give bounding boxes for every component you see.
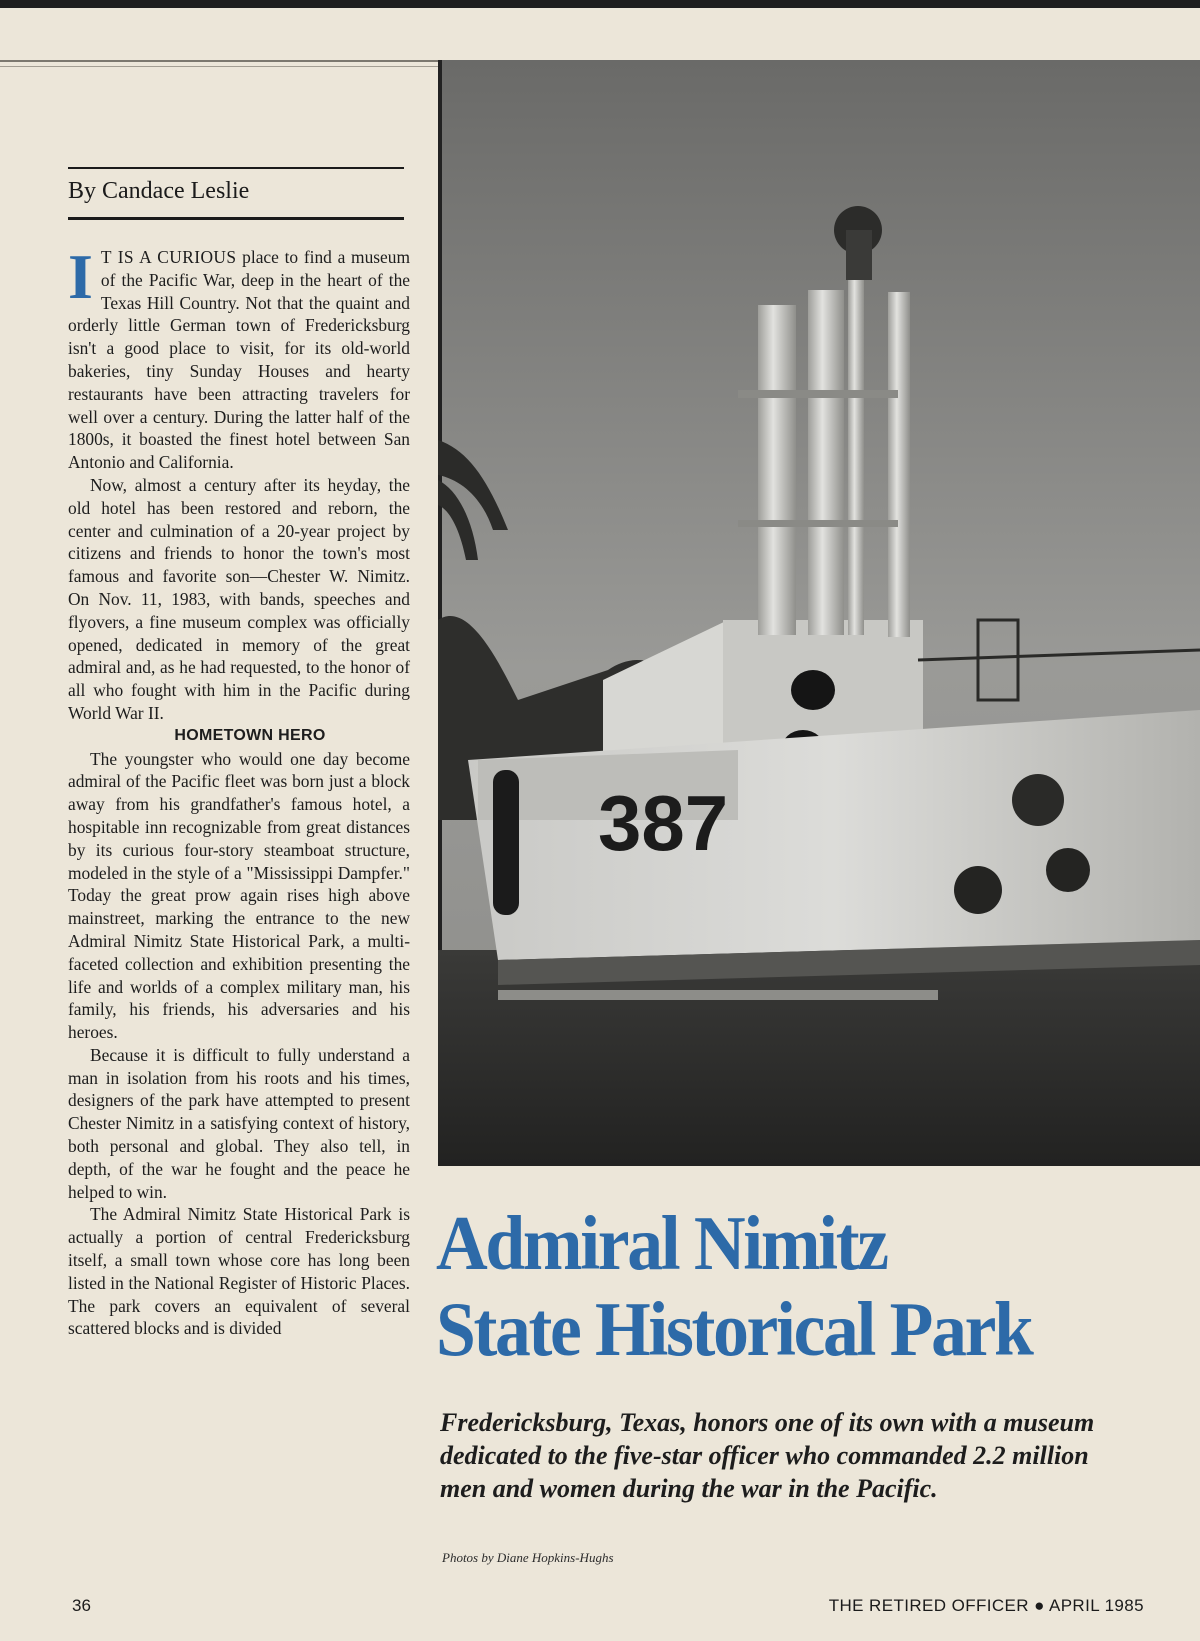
paragraph-5: The Admiral Nimitz State Historical Park is actually a portion of central Fredericksburg itself, a small town whose core has long been listed in the National Register of Historic Places. The park covers an equivalent of several scattered blocks and is divided <box>68 1204 410 1339</box>
paragraph-3: The youngster who would one day become admiral of the Pacific fleet was born just a block away from his grandfather's famous hotel, a hospitable inn recognizable from great distances by its curious four-story steamboat structure, modeled in the style of a "Mississippi Dampfer." Today the great prow again rises high above mainstreet, marking the entrance to the new Admiral Nimitz State Historical Park, a multi-faceted collection and exhibition presenting the life and worlds of a complex military man, his family, his friends, his adversaries and his heroes. <box>68 748 410 1043</box>
lead-paragraph <box>68 241 410 474</box>
publication-footer: THE RETIRED OFFICER ● APRIL 1985 <box>828 1596 1144 1615</box>
byline-rule-bottom <box>68 217 404 220</box>
paragraph-4: Because it is difficult to fully understand a man in isolation from his roots and his times, designers of the park have attempted to present Chester Nimitz in a satisfying context of history, both personal and global. They also tell, in depth, of the war he fought and the peace he helped to win. <box>68 1044 410 1202</box>
drop-cap: I <box>68 241 93 312</box>
photo-credit: Photos by Diane Hopkins-Hughs <box>442 1550 614 1565</box>
deck-subtitle: Fredericksburg, Texas, honors one of its own with a museum dedicated to the five-star officer who commanded 2.2 million men and women during the war in the Pacific. <box>440 1408 1095 1503</box>
paragraph-2: Now, almost a century after its heyday, the old hotel has been restored and reborn, the center and culmination of a 20-year project by citizens and friends to honor the town's most famous and favorite son—Chester W. Nimitz. On Nov. 11, 1983, with bands, speeches and flyovers, a fine museum complex was officially opened, dedicated in memory of the great admiral and, as he had requested, to the honor of all who fought with him in the Pacific during World War II. <box>68 474 410 723</box>
byline-rule-top <box>68 167 404 169</box>
subhead: HOMETOWN HERO <box>174 726 326 744</box>
hull-number: 387 <box>598 779 729 867</box>
article-column <box>68 241 410 1340</box>
byline: By Candace Leslie <box>68 178 250 204</box>
headline-line-1: Admiral Nimitz <box>436 1200 887 1286</box>
headline <box>436 1200 1147 1372</box>
lead-text: place to find a museum of the Pacific War, deep in the heart of the Texas Hill Country. Not that the quaint and orderly little German town of Fredericksburg isn't a good place to visit, for its old-world bakeries, tiny Sunday Houses and hearty restaurants have been attracting travelers for well over a century. During the latter half of the 1800s, it boasted the finest hotel between San Antonio and California. <box>68 247 410 473</box>
submarine-photo <box>438 60 1200 1166</box>
lead-caps: T IS A CURIOUS <box>100 247 237 267</box>
headline-line-2: State Historical Park <box>436 1286 1032 1372</box>
page-number: 36 <box>72 1596 91 1615</box>
page-top-edge <box>0 0 1200 8</box>
